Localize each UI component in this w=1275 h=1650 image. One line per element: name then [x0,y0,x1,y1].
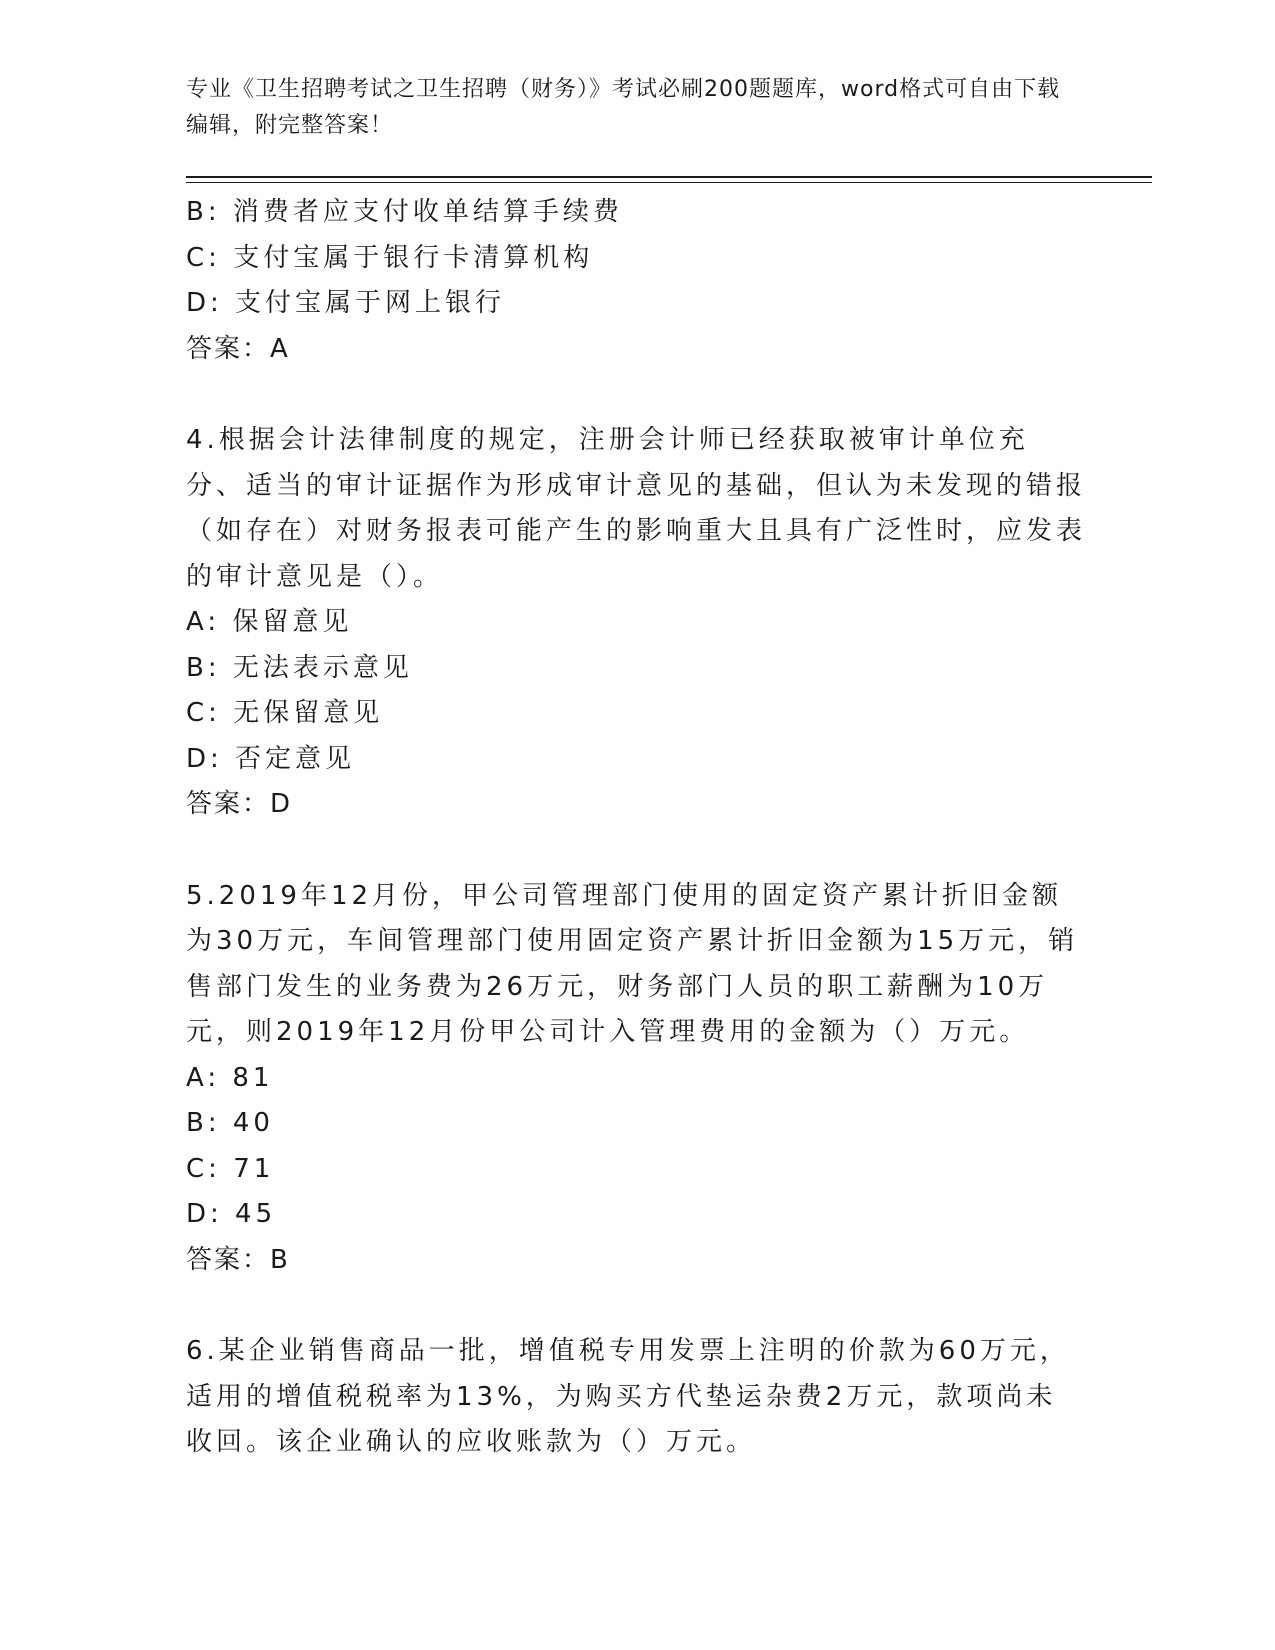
question-6 [186,1329,1086,1466]
question-text: 5.2019年12月份，甲公司管理部门使用的固定资产累计折旧金额为30万元，车间管理部门使用固定资产累计折旧金额为15万元，销售部门发生的业务费为26万元，财务部门人员的职工薪酬为10万元，则2019年12月份甲公司计入管理费用的金额为（）万元。 [186,880,1079,1047]
question-text: 4.根据会计法律制度的规定，注册会计师已经获取被审计单位充分、适当的审计证据作为形成审计意见的基础，但认为未发现的错报（如存在）对财务报表可能产生的影响重大且具有广泛性时，应发表的审计意见是（）。 [186,425,1087,592]
answer-line: 答案：A [186,333,290,364]
option-b: B: 消费者应支付收单结算手续费 [186,197,623,227]
question-text: 6.某企业销售商品一批，增值税专用发票上注明的价款为60万元，适用的增值税税率为13%，为购买方代垫运杂费2万元，款项尚未收回。该企业确认的应收账款为（）万元。 [186,1336,1070,1457]
document-header: 专业《卫生招聘考试之卫生招聘（财务）》考试必刷200题题库，word格式可自由下载编辑，附完整答案！ [186,77,1061,138]
document-body [186,190,1086,1466]
question-5 [186,874,1086,1284]
header-rule-thick [186,176,1152,178]
answer-line: 答案：B [186,1244,290,1275]
option-d: D: 支付宝属于网上银行 [186,288,506,318]
option-b: B: 无法表示意见 [186,652,413,683]
option-d: D: 否定意见 [186,743,356,774]
question-3-tail [186,190,1086,372]
answer-line: 答案：D [186,789,293,819]
option-c: C: 支付宝属于银行卡清算机构 [186,242,594,273]
header-rule-thin [186,182,1152,183]
option-a: A: 81 [186,1062,274,1093]
question-4 [186,418,1086,828]
option-b: B: 40 [186,1108,274,1138]
option-c: C: 71 [186,1153,275,1184]
option-d: D: 45 [186,1199,277,1229]
option-a: A: 保留意见 [186,607,353,637]
option-c: C: 无保留意见 [186,698,384,728]
